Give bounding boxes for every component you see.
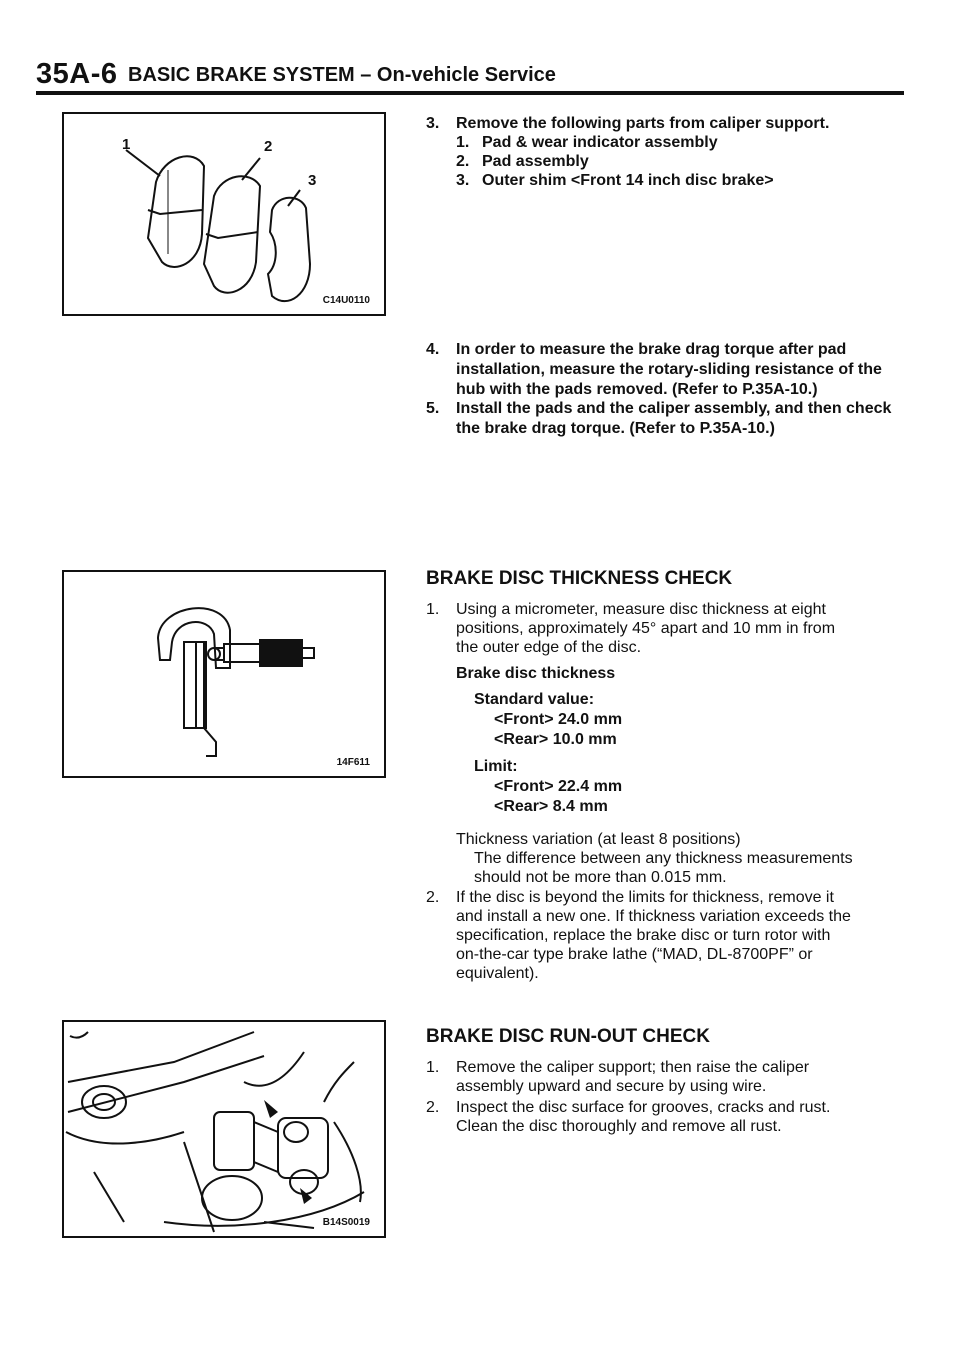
step-line: Using a micrometer, measure disc thickness at eight [456,601,826,618]
step-line: positions, approximately 45° apart and 10 mm in from [456,620,836,637]
limit-rear-value: <Rear> 8.4 mm [494,798,608,815]
step-line: the brake drag torque. (Refer to P.35A-10.) [456,420,775,437]
spec-title: Brake disc thickness [456,665,616,682]
step-line: and install a new one. If thickness variation exceeds the [456,908,851,925]
step-line: Install the pads and the caliper assembly, and then check [456,400,892,417]
caliper-illustration [64,1022,384,1236]
header-divider [36,91,904,95]
runout-heading: BRAKE DISC RUN-OUT CHECK [426,1026,710,1047]
step-number: 1. [426,601,440,618]
variation-line: The difference between any thickness measurements [474,850,853,867]
page-number: 35A-6 [36,58,118,90]
subitem-text: Outer shim <Front 14 inch disc brake> [482,172,774,189]
step-line: Inspect the disc surface for grooves, cracks and rust. [456,1099,831,1116]
step-line: installation, measure the rotary-sliding resistance of the [456,361,882,378]
step-line: equivalent). [456,965,539,982]
variation-line: should not be more than 0.015 mm. [474,869,727,886]
figure-code: C14U0110 [322,295,370,306]
limit-label: Limit: [474,758,518,775]
micrometer-figure [62,570,386,778]
step-line: hub with the pads removed. (Refer to P.35A-10.) [456,381,818,398]
micrometer-illustration [64,572,384,776]
pad-label-2: 2 [264,138,273,155]
step-line: assembly upward and secure by using wire. [456,1078,767,1095]
step-line: the outer edge of the disc. [456,639,642,656]
step-line: Clean the disc thoroughly and remove all rust. [456,1118,782,1135]
step-line: Remove the caliper support; then raise the caliper [456,1059,810,1076]
subitem-number: 3. [456,172,470,189]
pad-label-1: 1 [122,136,131,153]
step-number: 3. [426,115,440,132]
step-number: 2. [426,889,440,906]
standard-rear-value: <Rear> 10.0 mm [494,731,617,748]
step-number: 4. [426,341,440,358]
page-title: BASIC BRAKE SYSTEM – On-vehicle Service [128,64,556,86]
variation-title: Thickness variation (at least 8 positions) [456,831,741,848]
step-text: Remove the following parts from caliper support. [456,115,830,132]
step-line: on-the-car type brake lathe (“MAD, DL-8700PF” or [456,946,813,963]
brake-pads-illustration [64,114,384,314]
subitem-number: 1. [456,134,470,151]
thickness-heading: BRAKE DISC THICKNESS CHECK [426,568,733,589]
brake-pads-figure [62,112,386,316]
step-line: In order to measure the brake drag torque after pad [456,341,847,358]
standard-front-value: <Front> 24.0 mm [494,711,623,728]
subitem-text: Pad assembly [482,153,589,170]
limit-front-value: <Front> 22.4 mm [494,778,623,795]
figure-code: 14F611 [336,757,370,768]
caliper-figure [62,1020,386,1238]
step-number: 1. [426,1059,440,1076]
step-line: If the disc is beyond the limits for thickness, remove it [456,889,834,906]
subitem-number: 2. [456,153,470,170]
standard-value-label: Standard value: [474,691,595,708]
step-line: specification, replace the brake disc or turn rotor with [456,927,831,944]
figure-code: B14S0019 [322,1217,370,1228]
subitem-text: Pad & wear indicator assembly [482,134,718,151]
pad-label-3: 3 [308,172,317,189]
step-number: 2. [426,1099,440,1116]
step-number: 5. [426,400,440,417]
